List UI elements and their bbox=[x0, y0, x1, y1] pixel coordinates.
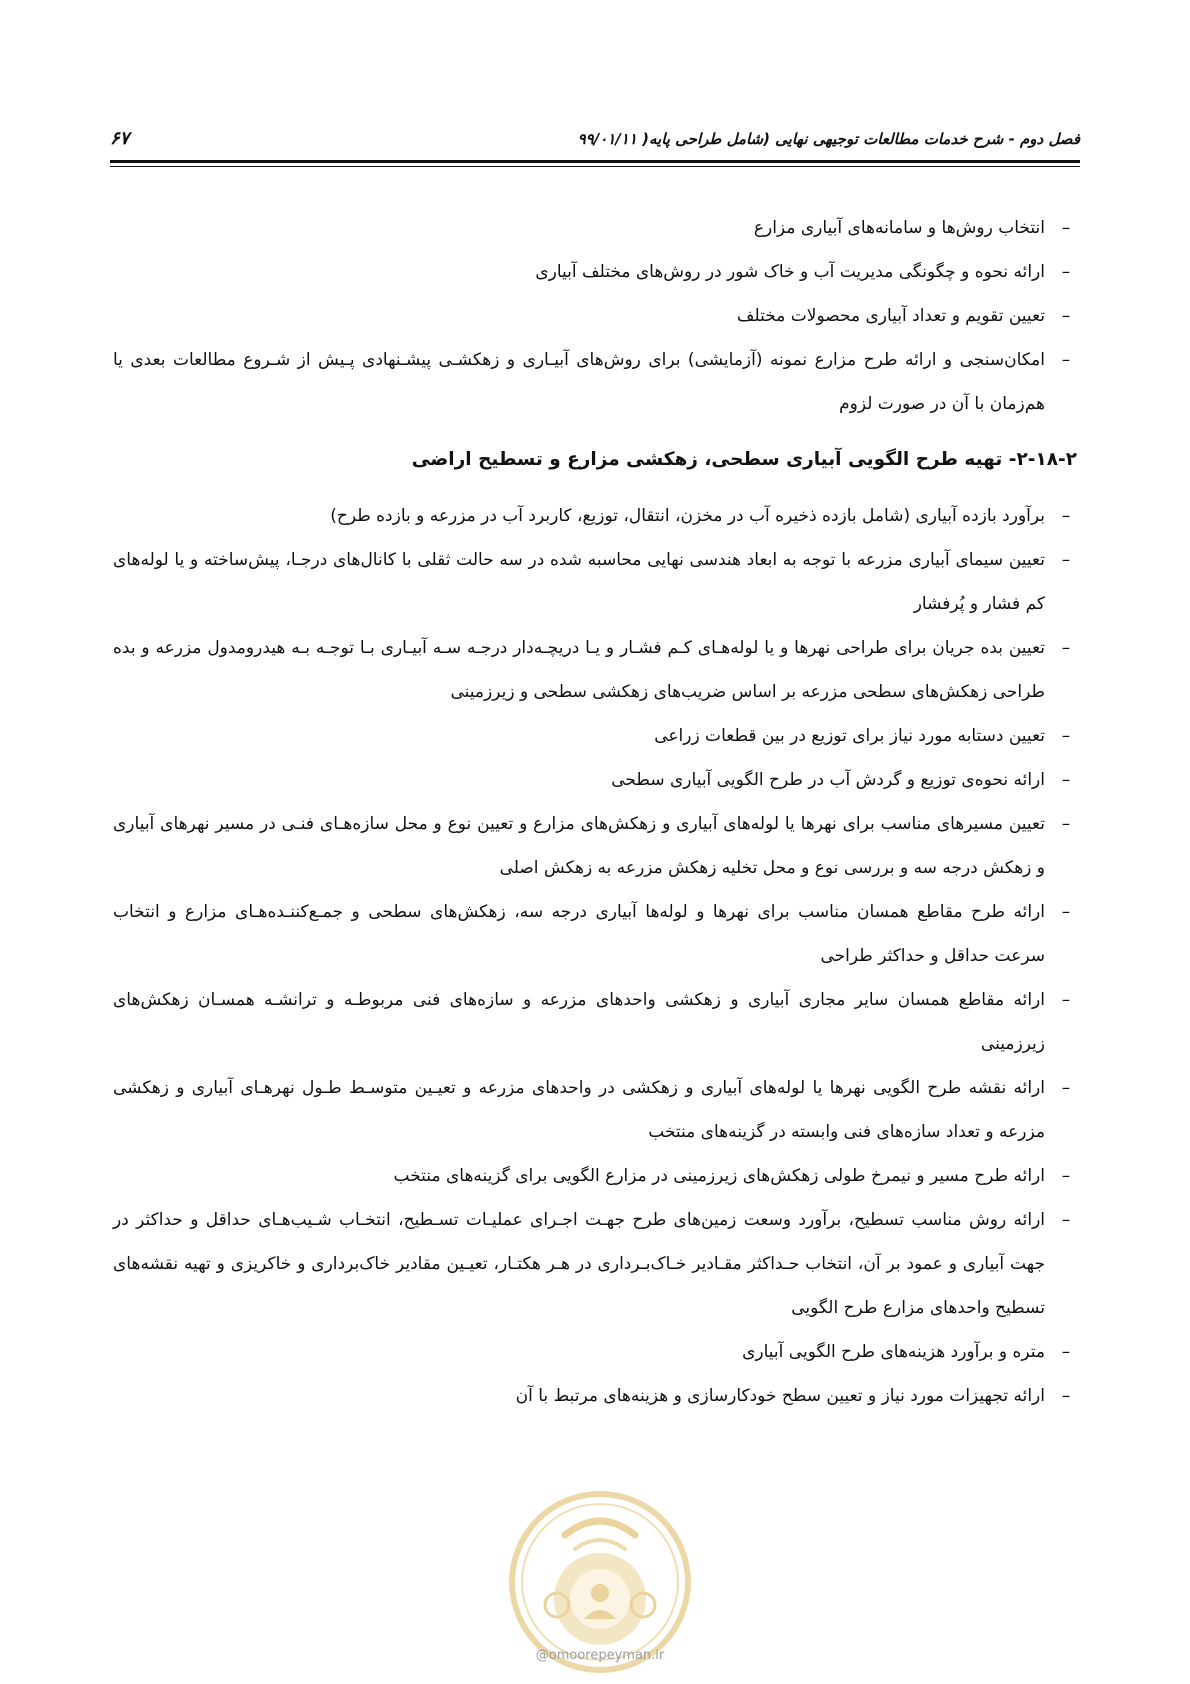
dash-icon: – bbox=[1061, 1078, 1071, 1098]
list-item-text: متره و برآورد هزینه‌های طرح الگویی آبیاری bbox=[742, 1342, 1045, 1362]
list-item-text: برآورد بازده آبیاری (شامل بازده ذخیره آب در مخزن، انتقال، توزیع، کاربرد آب در مزرعه و بازده طرح) bbox=[330, 506, 1045, 526]
list-item bbox=[113, 294, 1077, 338]
page-number: ۶۷ bbox=[110, 128, 130, 149]
page-header bbox=[110, 126, 1080, 156]
list-item-text: امکان‌سنجی و ارائه طرح مزارع نمونه (آزمایشی) برای روش‌های آبیـاری و زهکشـی پیشـنهادی پـیش از شـروع مطالعات بعدی یا هم‌زمان با آن در صورت لزوم bbox=[113, 350, 1045, 414]
dash-icon: – bbox=[1061, 1342, 1071, 1362]
list-item-text: ارائه نحوه و چگونگی مدیریت آب و خاک شور در روش‌های مختلف آبیاری bbox=[535, 262, 1045, 282]
list-item bbox=[113, 494, 1077, 538]
dash-icon: – bbox=[1061, 770, 1071, 790]
list-item-text: ارائه مقاطع همسان سایر مجاری آبیاری و زهکشی واحدهای مزرعه و سازه‌های فنی مربوطـه و ترانشـه همسـان زهکش‌های زیرزمینی bbox=[113, 990, 1045, 1054]
list-item bbox=[113, 1198, 1077, 1330]
dash-icon: – bbox=[1061, 902, 1071, 922]
list-item bbox=[113, 978, 1077, 1066]
dash-icon: – bbox=[1061, 218, 1071, 238]
dash-icon: – bbox=[1061, 1386, 1071, 1406]
dash-icon: – bbox=[1061, 726, 1071, 746]
list-item bbox=[113, 626, 1077, 714]
list-item bbox=[113, 758, 1077, 802]
list-item-text: تعیین مسیرهای مناسب برای نهرها یا لوله‌های آبیاری و زهکش‌های مزارع و تعیین نوع و محل سازه‌هـای فنـی در مسیر نهرهای آبیاری و زهکش درجه سه و بررسی نوع و محل تخلیه زهکش مزرعه به زهکش اصلی bbox=[113, 814, 1045, 878]
list-item-text: تعیین بده جریان برای طراحی نهرها و یا لوله‌هـای کـم فشـار و یـا دریچـه‌دار درجـه سـه آبیـاری بـا توجـه بـه هیدرومدول مزرعه و بده طراحی زهکش‌های سطحی مزرعه بر اساس ضریب‌های زهکشی سطحی و زیرزمینی bbox=[113, 638, 1045, 702]
section-heading: ۲-۱۸-۲- تهیه طرح الگویی آبیاری سطحی، زهکشی مزارع و تسطیح اراضی bbox=[411, 449, 1077, 470]
list-item-text: ارائه طرح مسیر و نیمرخ طولی زهکش‌های زیرزمینی در مزارع الگویی برای گزینه‌های منتخب bbox=[393, 1166, 1045, 1186]
list-item bbox=[113, 1374, 1077, 1418]
list-item-text: تعیین تقویم و تعداد آبیاری محصولات مختلف bbox=[736, 306, 1045, 326]
dash-icon: – bbox=[1061, 550, 1071, 570]
list-item-text: ارائه نحوه‌ی توزیع و گردش آب در طرح الگویی آبیاری سطحی bbox=[611, 770, 1045, 790]
list-item bbox=[113, 250, 1077, 294]
list-item-text: ارائه تجهیزات مورد نیاز و تعیین سطح خودکارسازی و هزینه‌های مرتبط با آن bbox=[515, 1386, 1045, 1406]
list-item bbox=[113, 1066, 1077, 1154]
list-item-text: ارائه طرح مقاطع همسان مناسب برای نهرها و لوله‌ها آبیاری درجه سه، زهکش‌های سطحی و جمـع‌کننـده‌هـای مزارع و انتخاب سرعت حداقل و حداکثر طراحی bbox=[113, 902, 1045, 966]
dash-icon: – bbox=[1061, 638, 1071, 658]
list-item bbox=[113, 206, 1077, 250]
section-list bbox=[113, 494, 1077, 1418]
intro-list bbox=[113, 206, 1077, 426]
dash-icon: – bbox=[1061, 1210, 1071, 1230]
list-item-text: ارائه روش مناسب تسطیح، برآورد وسعت زمین‌های طرح جهـت اجـرای عملیـات تسـطیح، انتخـاب شـیب‌هـای حداقل و حداکثر در جهت آبیاری و عمود بر آن، انتخاب حـداکثر مقـادیر خـاک‌بـرداری در هـر هکتـار، تعیـین مقادیر خاک‌برداری و خاکریزی و تهیه نقشه‌های تسطیح واحدهای مزارع طرح الگویی bbox=[113, 1210, 1045, 1318]
list-item-text: تعیین سیمای آبیاری مزرعه با توجه به ابعاد هندسی نهایی محاسبه شده در سه حالت ثقلی با کانال‌های درجـا، پیش‌ساخته و یا لوله‌های کم فشار و پُرفشار bbox=[113, 550, 1045, 614]
list-item bbox=[113, 338, 1077, 426]
list-item bbox=[113, 890, 1077, 978]
list-item bbox=[113, 1154, 1077, 1198]
list-item bbox=[113, 802, 1077, 890]
list-item bbox=[113, 714, 1077, 758]
dash-icon: – bbox=[1061, 350, 1071, 370]
dash-icon: – bbox=[1061, 814, 1071, 834]
header-title: فصل دوم - شرح خدمات مطالعات توجیهی نهایی (شامل طراحی پایه( ۹۹/۰۱/۱۱ bbox=[577, 130, 1080, 148]
list-item bbox=[113, 538, 1077, 626]
dash-icon: – bbox=[1061, 1166, 1071, 1186]
dash-icon: – bbox=[1061, 990, 1071, 1010]
list-item-text: انتخاب روش‌ها و سامانه‌های آبیاری مزارع bbox=[753, 218, 1045, 238]
dash-icon: – bbox=[1061, 262, 1071, 282]
header-rule-thin bbox=[110, 166, 1080, 167]
main-content bbox=[113, 206, 1077, 1418]
list-item-text: تعیین دستابه مورد نیاز برای توزیع در بین قطعات زراعی bbox=[654, 726, 1045, 746]
list-item-text: ارائه نقشه طرح الگویی نهرها یا لوله‌های آبیاری و زهکشی در واحدهای مزرعه و تعیـین متوسـط طـول نهرهـای آبیاری و زهکشی مزرعه و تعداد سازه‌های فنی وابسته در گزینه‌های منتخب bbox=[113, 1078, 1045, 1142]
header-rule-thick bbox=[110, 160, 1080, 163]
watermark-website: @omoorepeyman.ir bbox=[535, 1648, 665, 1663]
list-item bbox=[113, 1330, 1077, 1374]
dash-icon: – bbox=[1061, 306, 1071, 326]
dash-icon: – bbox=[1061, 506, 1071, 526]
